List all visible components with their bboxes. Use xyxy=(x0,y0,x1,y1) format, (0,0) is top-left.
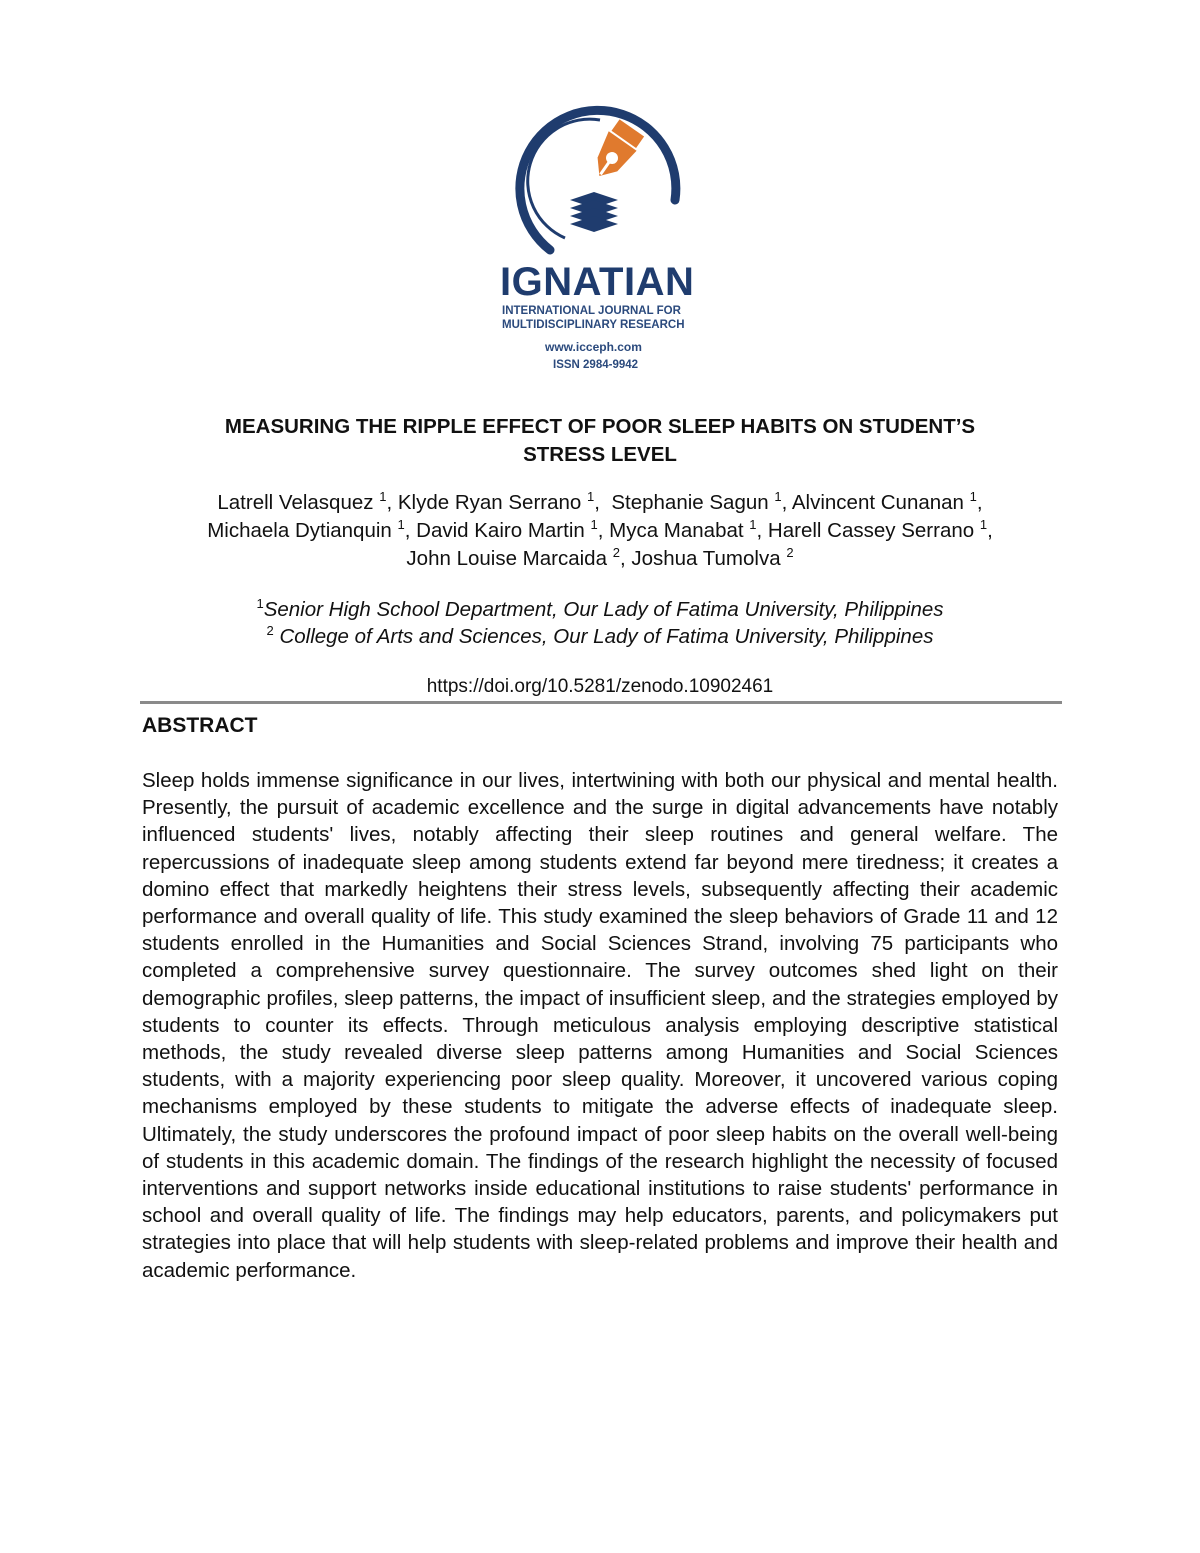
journal-issn: ISSN 2984-9942 xyxy=(553,359,639,371)
doi-link[interactable]: https://doi.org/10.5281/zenodo.10902461 xyxy=(426,676,774,697)
author-aff: 1 xyxy=(774,489,782,505)
paper-title xyxy=(140,413,1060,469)
author-name: Latrell Velasquez xyxy=(217,491,374,514)
journal-logo xyxy=(490,100,710,380)
author-aff: 1 xyxy=(587,489,595,505)
affiliation xyxy=(140,623,1060,650)
author-name: Joshua Tumolva xyxy=(631,547,781,570)
author-list xyxy=(130,489,1070,573)
author-name: Stephanie Sagun xyxy=(611,491,769,514)
section-divider xyxy=(140,701,1062,704)
author-name: David Kairo Martin xyxy=(416,519,585,542)
journal-subtitle xyxy=(502,304,722,332)
journal-name: IGNATIAN xyxy=(500,260,695,304)
journal-emblem-icon xyxy=(490,100,710,260)
paper-title-line2: STRESS LEVEL xyxy=(523,443,677,466)
author-aff: 1 xyxy=(590,517,598,533)
author-aff: 1 xyxy=(749,517,757,533)
journal-website[interactable]: www.icceph.com xyxy=(545,340,642,354)
paper-title-line1: MEASURING THE RIPPLE EFFECT OF POOR SLEEP HABITS ON STUDENT’S xyxy=(224,415,976,438)
affiliation-mark: 1 xyxy=(256,596,264,612)
author-aff: 1 xyxy=(379,489,387,505)
author-name: Michaela Dytianquin xyxy=(207,519,392,542)
journal-subtitle-line1: INTERNATIONAL JOURNAL FOR xyxy=(502,305,681,317)
author-line: Michaela Dytianquin $^1$, David Kairo Martin $^1$, Myca Manabat $^1$, Harell Cassey Serrano $^1$, xyxy=(207,517,993,542)
author-aff: 1 xyxy=(979,517,988,533)
affiliation xyxy=(140,596,1060,623)
author-name: Alvincent Cunanan xyxy=(791,491,964,514)
author-aff: 1 xyxy=(397,517,405,533)
journal-subtitle-line2: MULTIDISCIPLINARY RESEARCH xyxy=(502,319,685,331)
author-line: Latrell Velasquez $^1$, Klyde Ryan Serrano $^1$, Stephanie Sagun $^1$, Alvincent Cunanan $^1$, xyxy=(217,489,983,514)
author-aff: 2 xyxy=(786,545,794,561)
author-name: Myca Manabat xyxy=(609,519,744,542)
author-name: Klyde Ryan Serrano xyxy=(397,491,582,514)
author-name: Harell Cassey Serrano xyxy=(767,519,975,542)
affiliation-mark: 2 xyxy=(266,623,274,639)
affiliation-list xyxy=(140,596,1060,650)
author-aff: 1 xyxy=(969,489,977,505)
author-line: John Louise Marcaida $^2$, Joshua Tumolva $^2$ xyxy=(406,545,794,570)
abstract-body: Sleep holds immense significance in our lives, intertwining with both our physical and mental health. Presently, the pursuit of academic excellence and the surge in digital advancements have notably influenced students' lives, notably affecting their sleep routines and general welfare. The repercussions of inadequate sleep among students extend far beyond mere tiredness; it creates a domino effect that markedly heightens their stress levels, subsequently affecting their academic performance and overall quality of life. This study examined the sleep behaviors of Grade 11 and 12 students enrolled in the Humanities and Social Sciences Strand, involving 75 participants who completed a comprehensive survey questionnaire. The survey outcomes shed light on their demographic profiles, sleep patterns, the impact of insufficient sleep, and the strategies employed by students to counter its effects. Through meticulous analysis employing descriptive statistical methods, the study revealed diverse sleep patterns among Humanities and Social Sciences students, with a majority experiencing poor sleep quality. Moreover, it uncovered various coping mechanisms employed by these students to mitigate the adverse effects of inadequate sleep. Ultimately, the study underscores the profound impact of poor sleep habits on the overall well-being of students in this academic domain. The findings of the research highlight the necessity of focused interventions and support networks inside educational institutions to raise students' performance in school and overall quality of life. The findings may help educators, parents, and policymakers put strategies into place that will help students with sleep-related problems and improve their health and academic performance. xyxy=(142,769,1058,1282)
author-aff: 2 xyxy=(612,545,620,561)
abstract-heading: ABSTRACT xyxy=(142,714,258,737)
author-name: John Louise Marcaida xyxy=(406,547,607,570)
affiliation-text: Senior High School Department, Our Lady of Fatima University, Philippines xyxy=(263,598,944,621)
affiliation-text: College of Arts and Sciences, Our Lady of Fatima University, Philippines xyxy=(273,625,934,648)
